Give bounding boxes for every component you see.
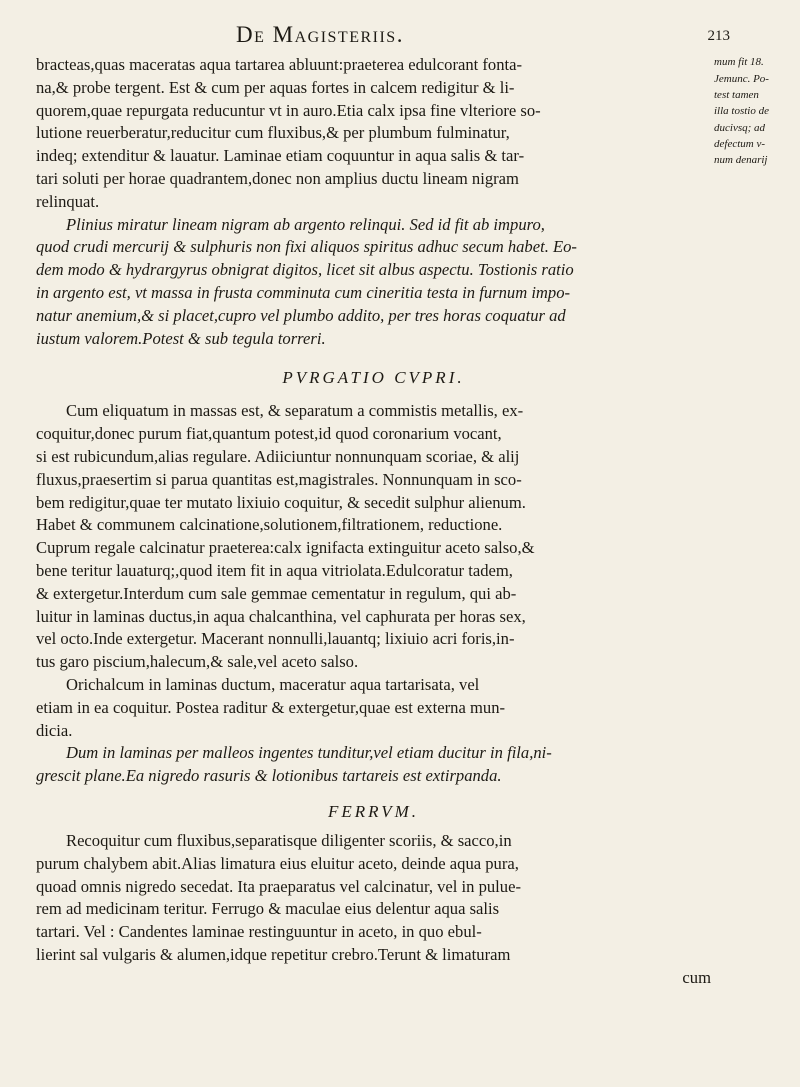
text-line: natur anemium,& si placet,cupro vel plumbo addito, per tres horas coquatur ad (36, 305, 566, 325)
text-line: coquitur,donec purum fiat,quantum potest,id quod coronarium vocant, (36, 424, 502, 444)
running-head: De Magisteriis. (236, 22, 404, 47)
text-line: Cum eliquatum in massas est, & separatum a commistis metallis, ex- (66, 401, 524, 421)
text-line: fluxus,praesertim si parua quantitas est,magistrales. Nonnunquam in sco- (36, 469, 522, 489)
italic-commentary (36, 742, 711, 788)
paragraph-cuprum (36, 400, 776, 742)
page-header (36, 14, 776, 54)
text-line: quorem,quae repurgata reducuntur vt in auro.Etia calx ipsa fine vlteriore so- (36, 100, 541, 120)
text-line: bem redigitur,quae ter mutato lixiuio coquitur, & secedit sulphur alienum. (36, 492, 526, 512)
page-number: 213 (707, 28, 730, 44)
paragraph-argentum-continued (36, 54, 776, 214)
text-line: indeq; extenditur & lauatur. Laminae etiam coquuntur in aqua salis & tar- (36, 146, 525, 166)
text-line: dicia. (36, 720, 73, 740)
margin-note-line: ducivsq; ad (714, 121, 766, 134)
text-line: si est rubicundum,alias regulare. Adiiciuntur nonnunquam scoriae, & alij (36, 446, 520, 466)
text-line: purum chalybem abit.Alias limatura eius eluitur aceto, deinde aqua pura, (36, 853, 519, 873)
margin-note (714, 54, 776, 168)
text-line: & extergetur.Interdum cum sale gemmae cementatur in regulum, qui ab- (36, 583, 517, 603)
text-line: tus garo piscium,halecum,& sale,vel aceto salso. (36, 652, 359, 672)
text-line: quoad omnis nigredo secedat. Ita praeparatus vel calcinatur, vel in pulue- (36, 876, 521, 896)
text-line: na,& probe tergent. Est & cum per aquas fortes in calcem redigitur & li- (36, 77, 515, 97)
text-line: etiam in ea coquitur. Postea raditur & extergetur,quae est externa mun- (36, 697, 506, 717)
margin-note-line: Jemunc. Po- (714, 73, 769, 85)
margin-note-line: illa tostio de (714, 105, 769, 118)
margin-note-line: mum fit 18. (714, 56, 764, 68)
paragraph-text (36, 400, 711, 742)
text-line: luitur in laminas ductus,in aqua chalcanthina, vel caphurata per horas sex, (36, 606, 526, 626)
text-line: bracteas,quas maceratas aqua tartarea abluunt:praeterea edulcorant fonta- (36, 55, 523, 74)
text-line: tartari. Vel : Candentes laminae restinguuntur in aceto, in quo ebul- (36, 922, 482, 942)
text-line: Dum in laminas per malleos ingentes tunditur,vel etiam ducitur in fila,ni- (66, 743, 552, 763)
paragraph-ferrum (36, 830, 776, 989)
section-heading-purgatio-cupri: PVRGATIO CVPRI. (282, 368, 465, 388)
text-line: Cuprum regale calcinatur praeterea:calx ignifacta extinguitur aceto salso,& (36, 538, 535, 558)
paragraph-text (36, 54, 711, 214)
text-line: lierint sal vulgaris & alumen,idque repetitur crebro.Terunt & limaturam (36, 944, 511, 964)
book-page (36, 14, 776, 1074)
catchword: cum (682, 967, 711, 987)
text-line: Recoquitur cum fluxibus,separatisque diligenter scoriis, & sacco,in (66, 830, 512, 850)
paragraph-text (36, 830, 711, 967)
text-line: Orichalcum in laminas ductum, maceratur aqua tartarisata, vel (66, 674, 480, 694)
text-line: bene teritur lauaturq;,quod item fit in aqua vitriolata.Edulcoratur tadem, (36, 560, 513, 580)
paragraph-laminae (36, 742, 776, 788)
paragraph-plinius (36, 214, 776, 351)
text-line: iustum valorem.Potest & sub tegula torreri. (36, 328, 326, 348)
text-line: grescit plane.Ea nigredo rasuris & lotionibus tartareis est extirpanda. (36, 766, 502, 786)
text-line: quod crudi mercurij & sulphuris non fixi aliquos spiritus adhuc secum habet. Eo- (36, 237, 577, 257)
text-line: Plinius miratur lineam nigram ab argento relinqui. Sed id fit ab impuro, (66, 214, 545, 234)
margin-note-line: defectum v- (714, 137, 765, 150)
margin-note-line: num denarij (714, 154, 768, 167)
text-line: Habet & communem calcinatione,solutionem,filtrationem, reductione. (36, 515, 503, 535)
text-line: relinquat. (36, 191, 100, 211)
italic-commentary (36, 214, 711, 351)
text-line: in argento est, vt massa in frusta comminuta cum cineritia testa in furnum impo- (36, 282, 571, 302)
section-heading-ferrum: FERRVM. (327, 801, 420, 821)
text-line: tari soluti per horae quadrantem,donec non amplius ductu lineam nigram (36, 168, 519, 188)
text-line: dem modo & hydrargyrus obnigrat digitos, licet sit albus aspectu. Tostionis ratio (36, 260, 574, 280)
text-line: rem ad medicinam teritur. Ferrugo & maculae eius delentur aqua salis (36, 899, 500, 919)
margin-note-line: test tamen (714, 89, 759, 102)
text-line: vel octo.Inde extergetur. Macerant nonnulli,lauantq; lixiuio acri foris,in- (36, 629, 515, 649)
text-line: lutione reuerberatur,reducitur cum fluxibus,& per plumbum fulminatur, (36, 123, 510, 143)
